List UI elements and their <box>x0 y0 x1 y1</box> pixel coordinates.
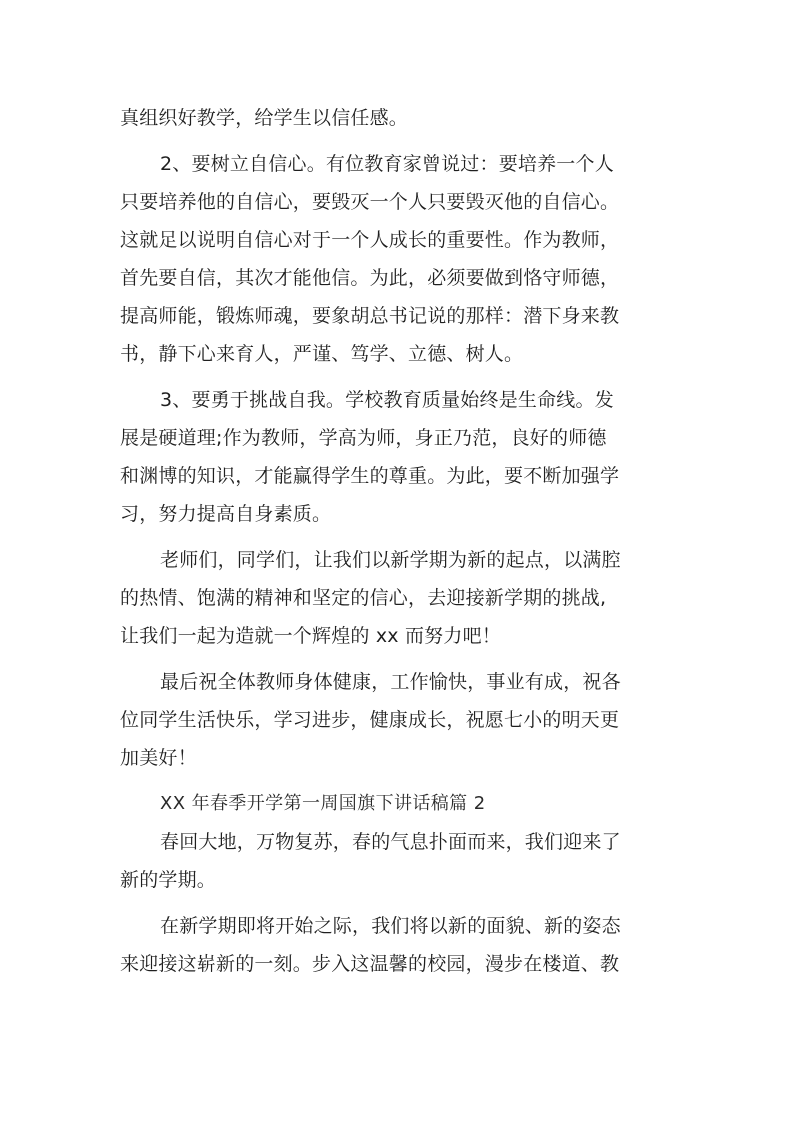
paragraph-line: 老师们，同学们，让我们以新学期为新的起点，以满腔 <box>160 549 621 571</box>
paragraph-line: 只要培养他的自信心，要毁灭一个人只要毁灭他的自信心。 <box>120 191 620 213</box>
paragraph-line: 展是硬道理;作为教师，学高为师，身正乃范，良好的师德 <box>120 427 607 449</box>
paragraph-line: 新的学期。 <box>120 869 217 891</box>
section-heading: XX 年春季开学第一周国旗下讲话稿篇 2 <box>160 793 486 814</box>
paragraph-line: 的热情、饱满的精神和坚定的信心，去迎接新学期的挑战, <box>120 587 607 609</box>
paragraph-line: 在新学期即将开始之际，我们将以新的面貌、新的姿态 <box>160 915 621 937</box>
paragraph-line: 3、要勇于挑战自我。学校教育质量始终是生命线。发 <box>160 389 614 411</box>
document-body <box>120 99 685 983</box>
paragraph-line: 最后祝全体教师身体健康，工作愉快，事业有成，祝各 <box>160 671 621 693</box>
paragraph-line: 提高师能，锻炼师魂，要象胡总书记说的那样：潜下身来教 <box>120 305 620 327</box>
paragraph-line: 让我们一起为造就一个辉煌的 xx 而努力吧！ <box>120 625 501 647</box>
paragraph-line: 这就足以说明自信心对于一个人成长的重要性。作为教师， <box>120 229 620 251</box>
paragraph-line: 加美好！ <box>120 747 197 769</box>
paragraph-line: 来迎接这崭新的一刻。步入这温馨的校园，漫步在楼道、教 <box>120 953 620 975</box>
paragraph-line: 书，静下心来育人，严谨、笃学、立德、树人。 <box>120 343 524 365</box>
paragraph-line: 位同学生活快乐，学习进步，健康成长，祝愿七小的明天更 <box>120 709 620 731</box>
paragraph-line: 真组织好教学，给学生以信任感。 <box>120 107 409 129</box>
paragraph-line: 习，努力提高自身素质。 <box>120 503 332 525</box>
paragraph-line: 首先要自信，其次才能他信。为此，必须要做到恪守师德， <box>120 267 620 289</box>
paragraph-line: 春回大地，万物复苏，春的气息扑面而来，我们迎来了 <box>160 831 621 853</box>
paragraph-line: 2、要树立自信心。有位教育家曾说过：要培养一个人 <box>160 153 614 175</box>
paragraph-line: 和渊博的知识，才能赢得学生的尊重。为此，要不断加强学 <box>120 465 620 487</box>
